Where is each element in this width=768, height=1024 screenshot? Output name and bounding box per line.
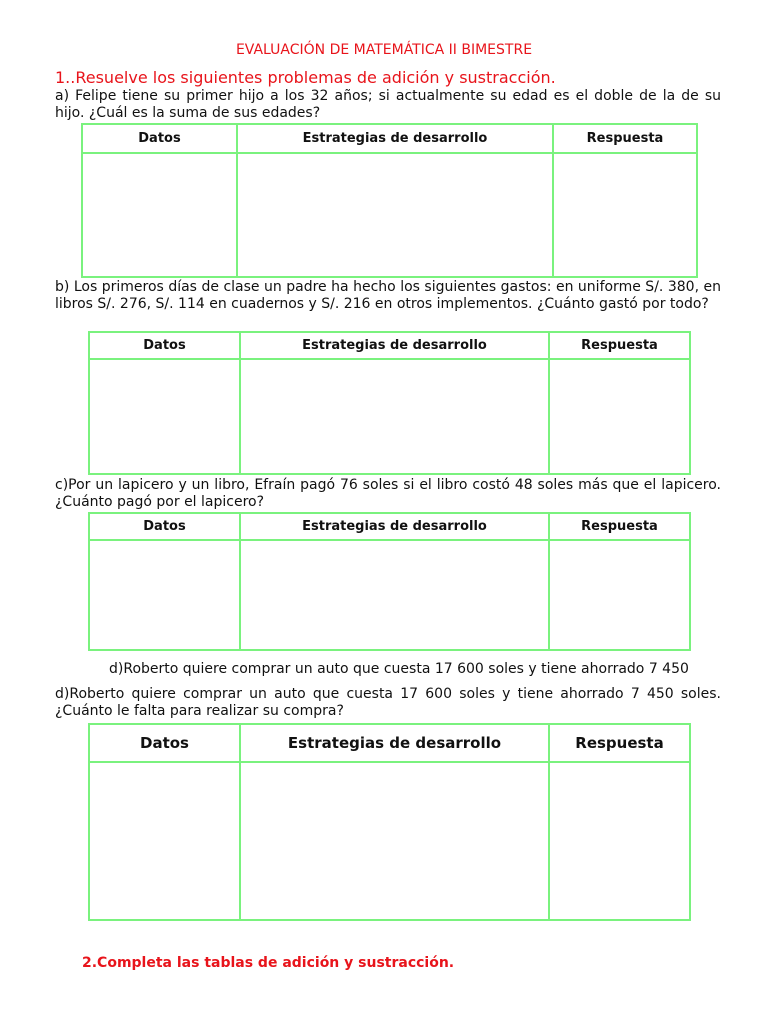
section-2-heading: 2.Completa las tablas de adición y sustracción. <box>82 955 455 971</box>
header-datos: Datos <box>89 513 240 540</box>
respuesta-cell[interactable] <box>549 359 690 474</box>
header-respuesta: Respuesta <box>549 724 690 762</box>
header-datos: Datos <box>89 332 240 359</box>
header-estrategias: Estrategias de desarrollo <box>240 513 549 540</box>
problem-c-text: c)Por un lapicero y un libro, Efraín pagó 76 soles si el libro costó 48 soles más que el lapicero. ¿Cuánto pagó por el lapicero? <box>55 477 721 510</box>
respuesta-cell[interactable] <box>549 762 690 920</box>
datos-cell[interactable] <box>89 762 240 920</box>
estrategias-cell[interactable] <box>237 153 553 277</box>
datos-cell[interactable] <box>89 540 240 650</box>
header-datos: Datos <box>82 124 237 153</box>
respuesta-cell[interactable] <box>553 153 697 277</box>
problem-c-table <box>88 512 691 651</box>
problem-a-table <box>81 123 698 278</box>
problem-d-table <box>88 723 691 921</box>
datos-cell[interactable] <box>89 359 240 474</box>
problem-d-text: d)Roberto quiere comprar un auto que cuesta 17 600 soles y tiene ahorrado 7 450 soles. ¿Cuánto le falta para realizar su compra? <box>55 686 721 719</box>
problem-b-text: b) Los primeros días de clase un padre ha hecho los siguientes gastos: en uniforme S/. 380, en libros S/. 276, S/. 114 en cuadernos y S/. 216 en otros implementos. ¿Cuánto gastó por todo? <box>55 279 721 312</box>
estrategias-cell[interactable] <box>240 540 549 650</box>
problem-b-table <box>88 331 691 475</box>
header-respuesta: Respuesta <box>553 124 697 153</box>
header-respuesta: Respuesta <box>549 513 690 540</box>
estrategias-cell[interactable] <box>240 762 549 920</box>
header-estrategias: Estrategias de desarrollo <box>237 124 553 153</box>
header-estrategias: Estrategias de desarrollo <box>240 332 549 359</box>
header-datos: Datos <box>89 724 240 762</box>
header-estrategias: Estrategias de desarrollo <box>240 724 549 762</box>
header-respuesta: Respuesta <box>549 332 690 359</box>
problem-a-text: a) Felipe tiene su primer hijo a los 32 años; si actualmente su edad es el doble de la de su hijo. ¿Cuál es la suma de sus edades? <box>55 88 721 121</box>
section-1-heading: 1..Resuelve los siguientes problemas de adición y sustracción. <box>55 68 556 87</box>
respuesta-cell[interactable] <box>549 540 690 650</box>
datos-cell[interactable] <box>82 153 237 277</box>
problem-d-text-first: d)Roberto quiere comprar un auto que cuesta 17 600 soles y tiene ahorrado 7 450 <box>109 661 689 677</box>
estrategias-cell[interactable] <box>240 359 549 474</box>
document-title: EVALUACIÓN DE MATEMÁTICA II BIMESTRE <box>235 42 533 58</box>
